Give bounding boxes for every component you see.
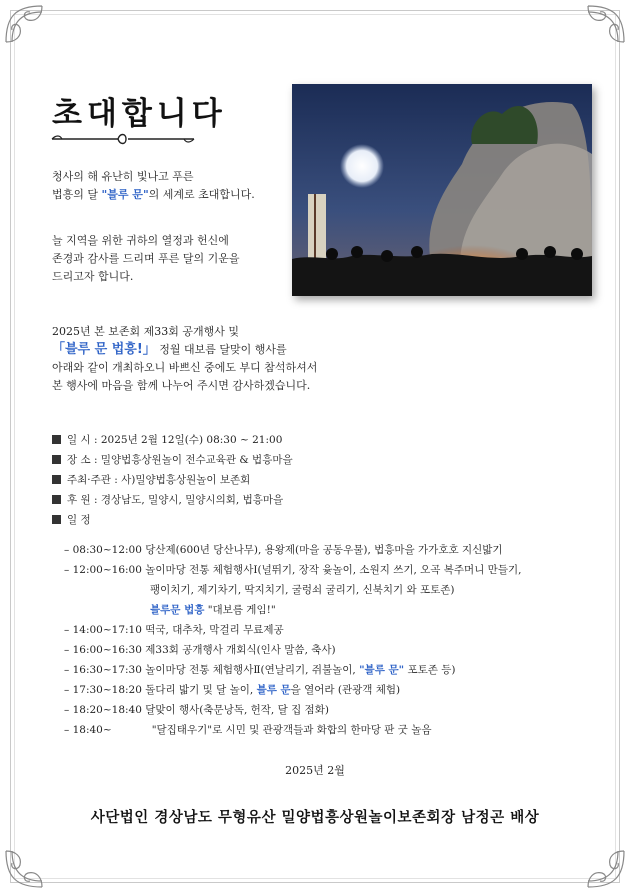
event-intro-text: 정월 대보름 달맞이 행사를 [155, 343, 287, 356]
info-row-datetime: 일 시 : 2025년 2월 12일(수) 08:30 ~ 21:00 [52, 430, 293, 450]
square-bullet-icon [52, 435, 61, 444]
greeting-line: 존경과 감사를 드리며 푸른 달의 기운을 [52, 252, 240, 265]
page-title: 초대합니다 [52, 96, 227, 132]
schedule-item: – 12:00~16:00 놀이마당 전통 체험행사Ⅰ(널뛰기, 장작 윷놀이, 소원지 쓰기, 오곡 복주머니 만들기, [64, 564, 522, 576]
blue-moon-highlight: "블루 문" [101, 188, 149, 201]
greeting-line: 드리고자 합니다. [52, 270, 134, 283]
intro-paragraph [52, 168, 255, 204]
schedule-item-continued: 팽이치기, 제기차기, 딱지치기, 굴렁쇠 굴리기, 신북치기 와 포토존) [150, 584, 455, 596]
schedule-item [64, 680, 521, 700]
event-intro-line: 본 행사에 마음을 함께 나누어 주시면 감사하겠습니다. [52, 379, 311, 392]
schedule-text: – 17:30~18:20 돌다리 밟기 및 달 놀이, [64, 684, 257, 696]
schedule-item: – 08:30~12:00 당산제(600년 당산나무), 용왕제(마을 공동우물), 법흥마을 가가호호 지신밟기 [64, 544, 503, 556]
schedule-text: – 16:30~17:30 놀이마당 전통 체험행사Ⅱ(연날리기, 쥐불놀이, [64, 664, 360, 676]
square-bullet-icon [52, 515, 61, 524]
info-label: 장 소 [67, 454, 91, 466]
blue-moon-highlight: 블루 문 [256, 684, 291, 696]
corner-ornament-icon [2, 2, 48, 48]
schedule-item: – 14:00~17:10 떡국, 대추차, 막걸리 무료제공 [64, 624, 284, 636]
schedule-item-continued [64, 600, 521, 620]
info-value: 밀양법흥상원놀이 전수교육관 & 법흥마을 [100, 454, 293, 466]
corner-ornament-icon [582, 2, 628, 48]
blue-moon-brand: 블루문 법흥 [150, 604, 205, 616]
schedule-text: 을 열어라 (관광객 체험) [290, 684, 401, 696]
schedule-item: – 18:20~18:40 달맞이 행사(축문낭독, 헌작, 달 집 점화) [64, 704, 329, 716]
intro-line [52, 186, 255, 204]
intro-text: 법흥의 달 [52, 188, 102, 201]
event-intro-line: 2025년 본 보존회 제33회 공개행사 및 [52, 325, 239, 338]
schedule-item [64, 660, 521, 680]
signature-line: 사단법인 경상남도 무형유산 밀양법흥상원놀이보존회장 남정곤 배상 [90, 810, 540, 826]
title-underline-ornament-icon [48, 130, 198, 148]
event-info-list [52, 430, 293, 530]
event-intro-line [52, 341, 412, 359]
info-value: 2025년 2월 12일(수) 08:30 ~ 21:00 [100, 434, 283, 446]
schedule-item: – 18:40~ "달집태우기"로 시민 및 관광객들과 화합의 한마당 판 굿 놀음 [64, 724, 432, 736]
schedule-list [64, 540, 521, 740]
info-row-host: 주최·주관 : 사)밀양법흥상원놀이 보존회 [52, 470, 293, 490]
blue-moon-brand: 「블루 문 법흥!」 [52, 342, 156, 357]
square-bullet-icon [52, 495, 61, 504]
greeting-paragraph [52, 232, 240, 286]
corner-ornament-icon [2, 845, 48, 891]
info-row-sponsor: 후 원 : 경상남도, 밀양시, 밀양시의회, 법흥마을 [52, 490, 293, 510]
info-label: 주최·주관 [67, 474, 111, 486]
moon-fire-festival-photo [292, 84, 592, 296]
issue-date: 2025년 2월 [285, 764, 345, 777]
schedule-text: "대보름 게임!" [204, 604, 276, 616]
intro-text: 의 세계로 초대합니다. [148, 188, 255, 201]
event-intro-paragraph [52, 323, 412, 395]
info-label: 일 시 [67, 434, 91, 446]
square-bullet-icon [52, 455, 61, 464]
info-label: 일 정 [67, 514, 91, 526]
info-label: 후 원 [67, 494, 91, 506]
info-row-venue: 장 소 : 밀양법흥상원놀이 전수교육관 & 법흥마을 [52, 450, 293, 470]
info-value: 사)밀양법흥상원놀이 보존회 [121, 474, 251, 486]
intro-line: 청사의 해 유난히 빛나고 푸른 [52, 170, 194, 183]
info-value: 경상남도, 밀양시, 밀양시의회, 법흥마을 [100, 494, 284, 506]
schedule-text: 포토존 등) [404, 664, 456, 676]
greeting-line: 늘 지역을 위한 귀하의 열정과 헌신에 [52, 234, 229, 247]
blue-moon-highlight: "블루 문" [359, 664, 405, 676]
square-bullet-icon [52, 475, 61, 484]
event-intro-line: 아래와 같이 개최하오니 바쁘신 중에도 부디 참석하셔서 [52, 361, 318, 374]
corner-ornament-icon [582, 845, 628, 891]
schedule-item: – 16:00~16:30 제33회 공개행사 개회식(인사 말씀, 축사) [64, 644, 336, 656]
info-row-schedule [52, 510, 293, 530]
